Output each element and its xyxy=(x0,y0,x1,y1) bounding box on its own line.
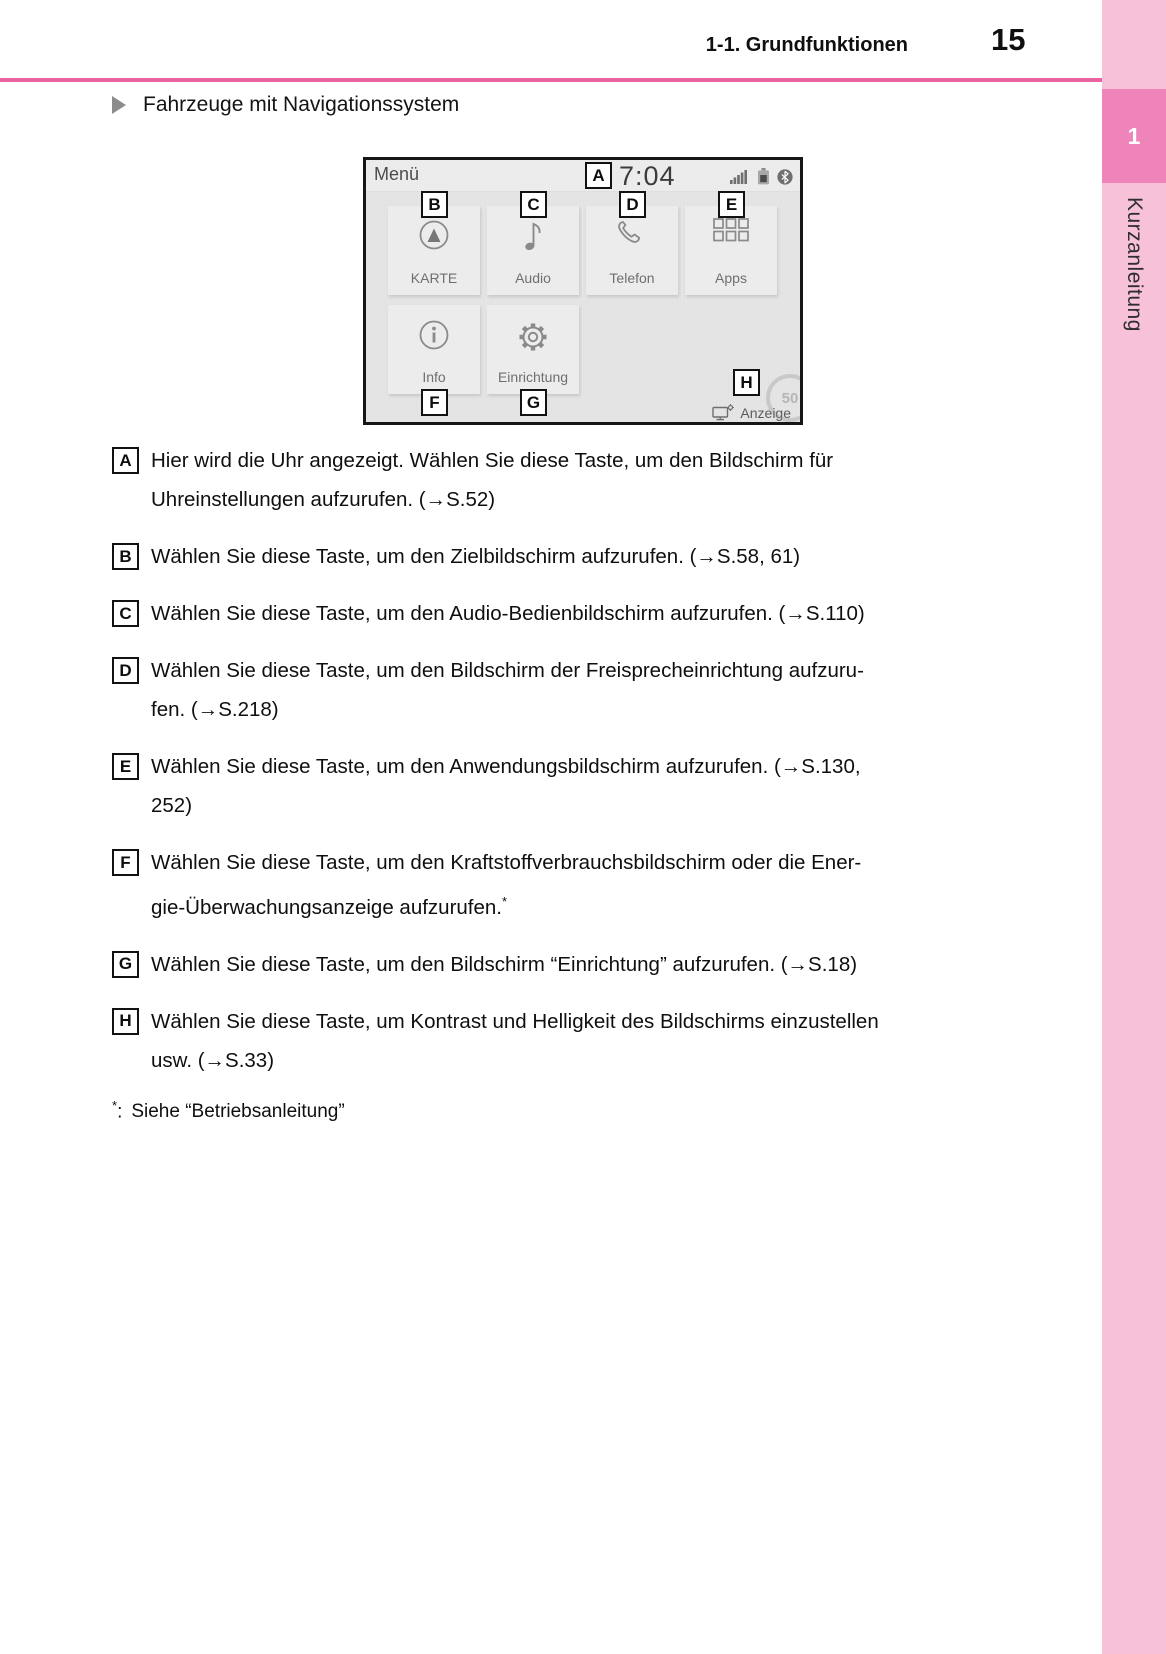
footnote-marker: * xyxy=(112,1097,118,1113)
status-icons xyxy=(730,168,793,185)
legend-item-g xyxy=(112,945,1062,984)
chapter-number: 1 xyxy=(1127,122,1141,149)
key-box-g: G xyxy=(112,951,139,978)
legend-text: Wählen Sie diese Taste, um den Bildschirm der Freisprecheinrichtung aufzuru- xyxy=(151,659,864,682)
map-compass-icon xyxy=(414,216,454,256)
key-box-a: A xyxy=(112,447,139,474)
page-number: 15 xyxy=(991,22,1026,57)
footnote-text: Siehe “Betriebsanleitung” xyxy=(131,1101,345,1123)
legend-item-h xyxy=(112,1002,1062,1080)
legend-text: Hier wird die Uhr angezeigt. Wählen Sie diese Taste, um den Bildschirm für xyxy=(151,449,834,472)
callout-b: B xyxy=(421,191,448,218)
callout-c: C xyxy=(520,191,547,218)
key-box-h: H xyxy=(112,1008,139,1035)
tile-label: Apps xyxy=(715,270,747,286)
footnote-colon: : xyxy=(117,1101,123,1123)
legend-item-d xyxy=(112,651,1062,729)
gear-icon xyxy=(511,315,555,359)
info-icon xyxy=(414,315,454,355)
legend-item-c xyxy=(112,594,1062,633)
tile-label: Einrichtung xyxy=(497,369,569,385)
chapter-title: Kurzanleitung xyxy=(1123,197,1146,332)
chapter-tab xyxy=(1102,89,1166,183)
bluetooth-icon xyxy=(777,169,793,185)
tile-apps[interactable] xyxy=(685,206,777,295)
key-box-d: D xyxy=(112,657,139,684)
legend-item-b xyxy=(112,537,1062,576)
callout-d: D xyxy=(619,191,646,218)
speed-limit-badge: 50 xyxy=(766,374,803,422)
legend-text: Uhreinstellungen aufzurufen. (→S.52) xyxy=(151,488,496,511)
callout-e: E xyxy=(718,191,745,218)
tile-label: Audio xyxy=(515,270,551,286)
tile-info[interactable] xyxy=(388,305,480,394)
section-heading-text: Fahrzeuge mit Navigationssystem xyxy=(143,93,460,116)
key-box-f: F xyxy=(112,849,139,876)
legend-text: fen. (→S.218) xyxy=(151,698,279,721)
phone-icon xyxy=(612,216,652,256)
tile-einrichtung[interactable] xyxy=(487,305,579,394)
navigation-screen-figure xyxy=(363,157,803,425)
signal-strength-icon xyxy=(730,169,750,184)
legend-text: Wählen Sie diese Taste, um den Zielbildschirm aufzurufen. (→S.58, 61) xyxy=(151,545,801,568)
callout-a: A xyxy=(585,162,612,189)
legend-item-f xyxy=(112,843,1062,927)
tile-karte[interactable] xyxy=(388,206,480,295)
footnote-marker-ref: * xyxy=(502,894,508,909)
tile-telefon[interactable] xyxy=(586,206,678,295)
legend-text: Wählen Sie diese Taste, um den Bildschirm “Einrichtung” aufzurufen. (→S.18) xyxy=(151,952,858,976)
legend-item-a xyxy=(112,441,1062,519)
legend-text: Wählen Sie diese Taste, um den Audio-Bedienbildschirm aufzurufen. (→S.110) xyxy=(151,602,865,625)
tile-audio[interactable] xyxy=(487,206,579,295)
key-box-b: B xyxy=(112,543,139,570)
header-rule xyxy=(0,78,1102,82)
tile-label: KARTE xyxy=(410,270,458,286)
chapter-sidebar xyxy=(1102,0,1166,1654)
triangle-bullet-icon xyxy=(112,96,126,114)
screen-menu-title: Menü xyxy=(374,164,420,184)
legend-text: usw. (→S.33) xyxy=(151,1048,275,1072)
legend-list xyxy=(112,441,1062,1123)
legend-item-e xyxy=(112,747,1062,825)
callout-f: F xyxy=(421,389,448,416)
footnote xyxy=(112,1098,1062,1123)
section-heading xyxy=(112,93,459,117)
header-section-title: 1-1. Grundfunktionen xyxy=(705,34,908,56)
callout-h: H xyxy=(733,369,760,396)
tile-label: Info xyxy=(422,369,446,385)
callout-g: G xyxy=(520,389,547,416)
key-box-c: C xyxy=(112,600,139,627)
legend-text: gie-Überwachungsanzeige aufzurufen.* xyxy=(151,894,508,919)
legend-text: Wählen Sie diese Taste, um den Kraftstoffverbrauchsbildschirm oder die Ener- xyxy=(151,851,862,874)
tile-label: Telefon xyxy=(609,270,655,286)
key-box-e: E xyxy=(112,753,139,780)
apps-grid-icon xyxy=(710,216,752,246)
legend-text: 252) xyxy=(151,794,193,817)
clock-button[interactable]: 7:04 xyxy=(619,161,676,191)
display-brightness-icon xyxy=(712,404,734,421)
display-button-label: Anzeige xyxy=(740,404,791,421)
legend-text: Wählen Sie diese Taste, um den Anwendungsbildschirm aufzurufen. (→S.130, xyxy=(151,755,861,778)
legend-text: Wählen Sie diese Taste, um Kontrast und Helligkeit des Bildschirms einzustellen xyxy=(151,1009,879,1033)
battery-icon xyxy=(757,168,770,185)
music-note-icon xyxy=(513,216,553,256)
